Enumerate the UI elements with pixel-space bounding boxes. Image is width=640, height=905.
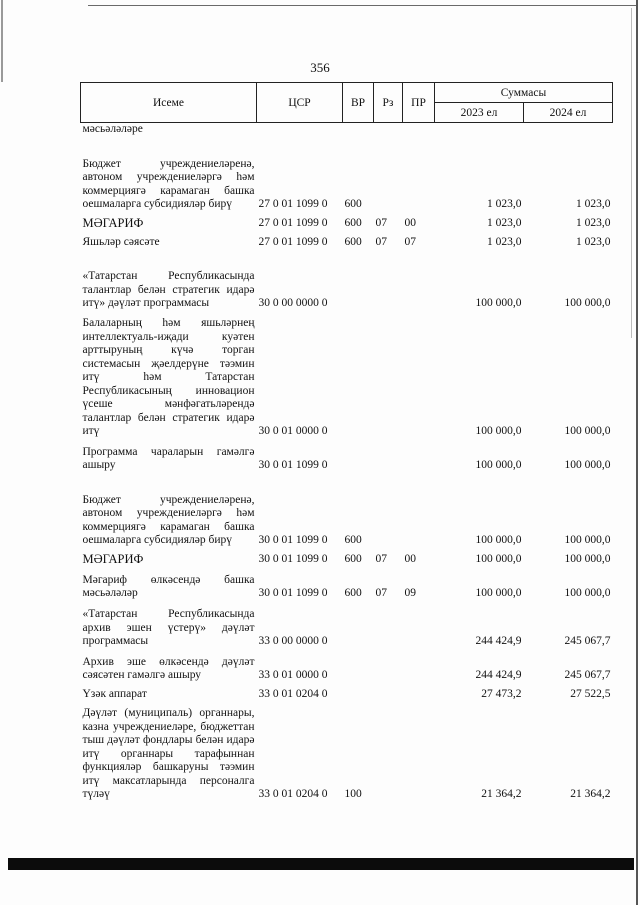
row-sum-2023: 100 000,0 bbox=[475, 587, 522, 599]
row-rz: 07 bbox=[375, 553, 387, 565]
row-vr: 600 bbox=[344, 236, 362, 248]
table-header bbox=[81, 83, 613, 123]
row-pr bbox=[403, 705, 435, 805]
table-row bbox=[81, 551, 613, 570]
row-name: Мәгариф өлкәсендә башка мәсьәләләр bbox=[82, 573, 255, 599]
row-sum-2024: 100 000,0 bbox=[564, 587, 611, 599]
row-pr bbox=[403, 686, 435, 705]
row-rz bbox=[374, 442, 403, 476]
row-name: Үзәк аппарат bbox=[82, 688, 147, 700]
table-row bbox=[81, 476, 613, 551]
row-sum-2024: 100 000,0 bbox=[564, 553, 611, 565]
table-row bbox=[81, 604, 613, 652]
row-pr: 00 bbox=[404, 217, 416, 229]
row-sum-2024: 100 000,0 bbox=[564, 297, 611, 309]
row-csr: 30 0 01 1099 0 bbox=[258, 459, 328, 471]
header-csr: ЦСР bbox=[257, 83, 343, 123]
row-sum-2023: 244 424,9 bbox=[475, 635, 522, 647]
row-vr bbox=[343, 442, 374, 476]
header-rz: Рз bbox=[374, 83, 403, 123]
row-name: Программа чараларын гамәлгә ашыру bbox=[82, 445, 255, 471]
row-sum-2023: 1 023,0 bbox=[487, 198, 522, 210]
table-row bbox=[81, 686, 613, 705]
row-sum-2024: 27 522,5 bbox=[570, 688, 611, 700]
row-sum-2024: 245 067,7 bbox=[564, 669, 611, 681]
row-name: МӘГАРИФ bbox=[82, 216, 144, 230]
row-pr bbox=[403, 123, 435, 140]
row-sum-2023: 100 000,0 bbox=[475, 425, 522, 437]
row-pr bbox=[403, 604, 435, 652]
table-row bbox=[81, 652, 613, 686]
header-vr: ВР bbox=[343, 83, 374, 123]
row-vr bbox=[343, 314, 374, 442]
row-name: Дәүләт (муниципаль) органнары, казна учреждениеләре, бюджеттан тыш дәүләт фондлары белән идарә итү органнары тарафыннан функцияләр башкаруны тәэмин итү максатларында персоналга түләү bbox=[82, 707, 255, 800]
row-rz bbox=[374, 140, 403, 215]
table-row bbox=[81, 234, 613, 253]
row-csr bbox=[257, 123, 343, 140]
row-vr bbox=[343, 123, 374, 140]
row-sum-2023: 100 000,0 bbox=[475, 553, 522, 565]
row-rz: 07 bbox=[375, 236, 387, 248]
row-sum-2024: 1 023,0 bbox=[576, 198, 611, 210]
row-pr bbox=[403, 140, 435, 215]
page-number: 356 bbox=[310, 60, 330, 75]
row-pr bbox=[403, 253, 435, 314]
header-sum: Суммасы bbox=[435, 83, 613, 103]
row-sum-2023 bbox=[435, 123, 524, 140]
row-rz bbox=[374, 652, 403, 686]
row-name: «Татарстан Республикасында архив эшен үстерү» дәүләт программасы bbox=[82, 608, 255, 647]
row-sum-2024 bbox=[524, 123, 613, 140]
header-year-2023: 2023 ел bbox=[435, 103, 524, 123]
row-rz bbox=[374, 686, 403, 705]
row-csr: 33 0 01 0000 0 bbox=[258, 669, 328, 681]
row-sum-2024: 100 000,0 bbox=[564, 459, 611, 471]
row-name: МӘГАРИФ bbox=[82, 552, 144, 566]
row-name: «Татарстан Республикасында талантлар белән стратегик идарә итү» дәүләт программасы bbox=[82, 270, 255, 309]
row-name: Яшьләр сәясәте bbox=[82, 236, 160, 248]
row-rz bbox=[374, 123, 403, 140]
row-sum-2023: 1 023,0 bbox=[487, 236, 522, 248]
row-csr: 27 0 01 1099 0 bbox=[258, 217, 328, 229]
row-sum-2023: 27 473,2 bbox=[481, 688, 522, 700]
row-pr bbox=[403, 442, 435, 476]
row-csr: 30 0 01 0000 0 bbox=[258, 425, 328, 437]
table-row bbox=[81, 314, 613, 442]
table-row bbox=[81, 570, 613, 604]
row-pr: 09 bbox=[404, 587, 416, 599]
row-sum-2024: 100 000,0 bbox=[564, 425, 611, 437]
header-year-2024: 2024 ел bbox=[524, 103, 613, 123]
row-sum-2023: 100 000,0 bbox=[475, 534, 522, 546]
row-rz: 07 bbox=[375, 217, 387, 229]
row-pr bbox=[403, 314, 435, 442]
row-sum-2023: 244 424,9 bbox=[475, 669, 522, 681]
budget-table bbox=[80, 82, 613, 805]
row-rz bbox=[374, 476, 403, 551]
row-sum-2023: 1 023,0 bbox=[487, 217, 522, 229]
row-name: мәсьәләләре bbox=[82, 123, 143, 135]
row-csr: 27 0 01 1099 0 bbox=[258, 236, 328, 248]
row-name: Бюджет учреждениеләренә, автоном учреждениеләргә һәм коммерциягә карамаган башка оешмаларга субсидияләр бирү bbox=[82, 157, 255, 210]
header-pr: ПР bbox=[403, 83, 435, 123]
row-csr: 30 0 01 1099 0 bbox=[258, 553, 328, 565]
row-csr: 30 0 00 0000 0 bbox=[258, 297, 328, 309]
table-row bbox=[81, 140, 613, 215]
row-vr bbox=[343, 652, 374, 686]
row-vr bbox=[343, 686, 374, 705]
scan-right-edge bbox=[636, 0, 638, 905]
row-name: Бюджет учреждениеләренә, автоном учреждениеләргә һәм коммерциягә карамаган башка оешмаларга субсидияләр бирү bbox=[82, 493, 255, 546]
row-rz bbox=[374, 604, 403, 652]
row-sum-2024: 21 364,2 bbox=[570, 788, 611, 800]
row-vr bbox=[343, 253, 374, 314]
row-sum-2023: 21 364,2 bbox=[481, 788, 522, 800]
row-name: Балаларның һәм яшьләрнең интеллектуаль-иҗади куәтен арттыруның күчә торган системасын җәелдерүне тәэмин итү һәм Татарстан Республикасының инновацион үсеше мәнфәгатьләрендә талантлар белән стратегик идарә итү bbox=[82, 317, 255, 437]
table-row bbox=[81, 253, 613, 314]
row-csr: 33 0 00 0000 0 bbox=[258, 635, 328, 647]
row-sum-2024: 1 023,0 bbox=[576, 236, 611, 248]
row-sum-2024: 100 000,0 bbox=[564, 534, 611, 546]
row-vr: 600 bbox=[344, 534, 362, 546]
row-csr: 30 0 01 1099 0 bbox=[258, 587, 328, 599]
table-row bbox=[81, 442, 613, 476]
row-sum-2024: 245 067,7 bbox=[564, 635, 611, 647]
row-rz bbox=[374, 705, 403, 805]
row-pr: 07 bbox=[404, 236, 416, 248]
table-row bbox=[81, 215, 613, 234]
row-sum-2023: 100 000,0 bbox=[475, 297, 522, 309]
scan-top-line bbox=[88, 5, 636, 6]
scan-bottom-bar bbox=[8, 858, 634, 870]
row-vr: 600 bbox=[344, 217, 362, 229]
row-sum-2023: 100 000,0 bbox=[475, 459, 522, 471]
row-vr: 600 bbox=[344, 553, 362, 565]
row-rz: 07 bbox=[375, 587, 387, 599]
row-sum-2024: 1 023,0 bbox=[576, 217, 611, 229]
row-csr: 27 0 01 1099 0 bbox=[258, 198, 328, 210]
table-body bbox=[81, 123, 613, 805]
row-csr: 33 0 01 0204 0 bbox=[258, 788, 328, 800]
row-rz bbox=[374, 253, 403, 314]
row-pr: 00 bbox=[404, 553, 416, 565]
row-name: Архив эше өлкәсендә дәүләт сәясәтен гамәлгә ашыру bbox=[82, 655, 255, 681]
row-pr bbox=[403, 652, 435, 686]
row-csr: 30 0 01 1099 0 bbox=[258, 534, 328, 546]
row-vr: 600 bbox=[344, 198, 362, 210]
row-pr bbox=[403, 476, 435, 551]
table-row bbox=[81, 123, 613, 140]
row-vr: 600 bbox=[344, 587, 362, 599]
row-csr: 33 0 01 0204 0 bbox=[258, 688, 328, 700]
header-name: Исеме bbox=[81, 83, 257, 123]
row-vr: 100 bbox=[344, 788, 362, 800]
row-rz bbox=[374, 314, 403, 442]
row-vr bbox=[343, 604, 374, 652]
table-row bbox=[81, 705, 613, 805]
scan-right-edge-inner bbox=[631, 8, 632, 338]
